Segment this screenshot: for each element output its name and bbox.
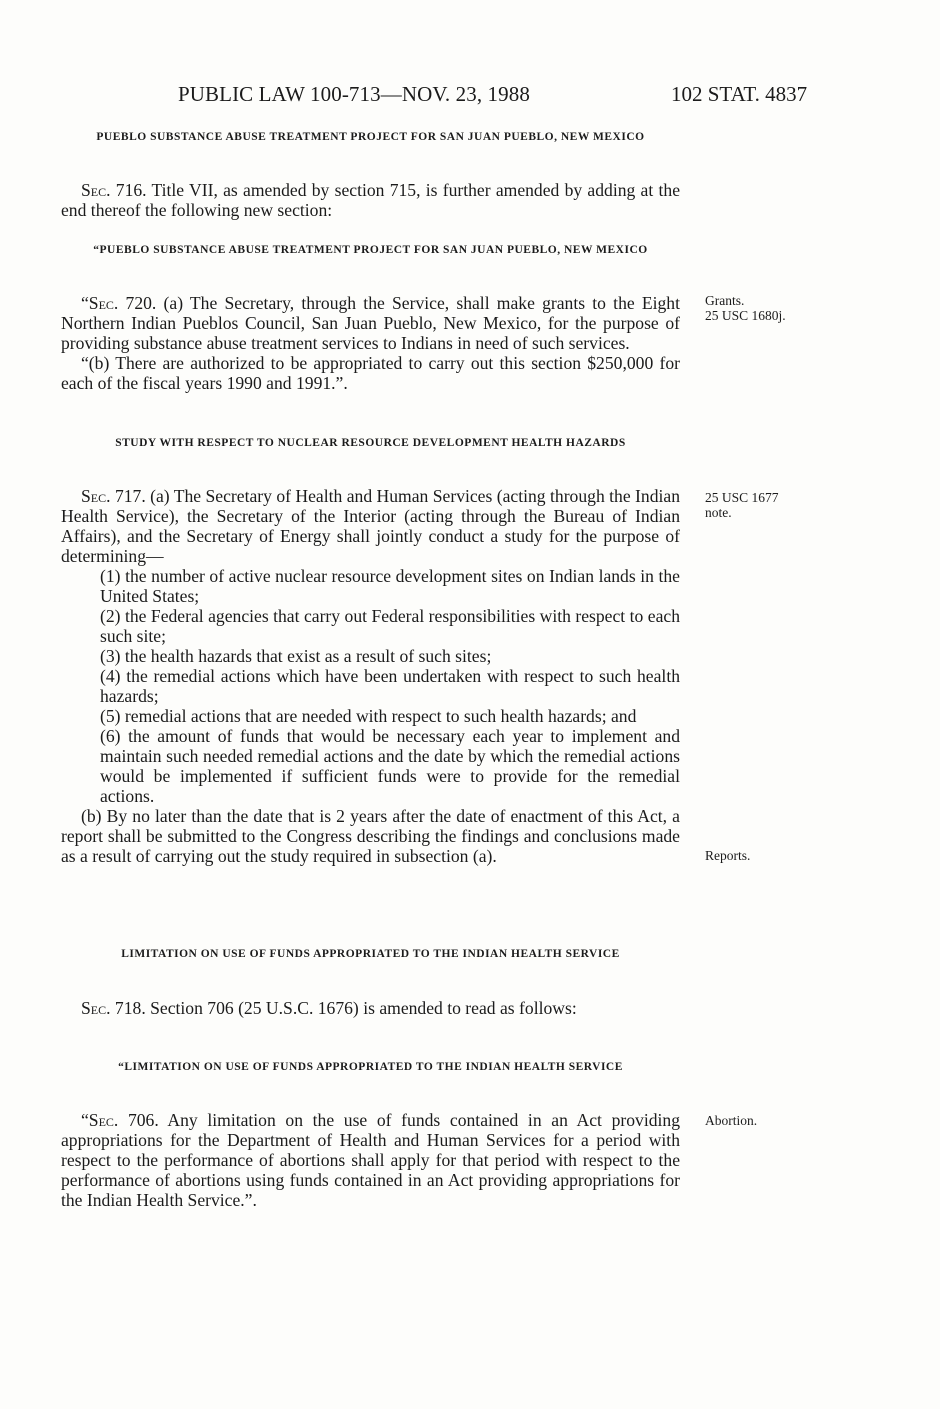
section-716-body: 716. Title VII, as amended by section 715, is further amended by adding at the end thereof the following new section: — [61, 180, 680, 220]
margin-note-reports: Reports. — [705, 848, 751, 863]
section-718-heading: LIMITATION ON USE OF FUNDS APPROPRIATED TO THE INDIAN HEALTH SERVICE — [121, 948, 620, 960]
section-717-para-a: 717. (a) The Secretary of Health and Human Services (acting through the Indian Health Service), the Secretary of the Interior (acting through the Bureau of Indian Affairs), and the Secretary of Energy shall jointly conduct a study for the purpose of determining— — [61, 486, 680, 566]
section-label: “Sec. — [81, 293, 119, 313]
section-716-text — [61, 180, 680, 220]
section-706-heading: “LIMITATION ON USE OF FUNDS APPROPRIATED TO THE INDIAN HEALTH SERVICE — [118, 1061, 623, 1073]
section-718-body: 718. Section 706 (25 U.S.C. 1676) is amended to read as follows: — [110, 998, 577, 1018]
margin-note-abortion: Abortion. — [705, 1113, 758, 1128]
section-717-para-b: (b) By no later than the date that is 2 years after the date of enactment of this Act, a report shall be submitted to the Congress describing the findings and conclusions made as a result of carrying out the study required in subsection (a). — [61, 806, 680, 866]
list-item: (6) the amount of funds that would be necessary each year to implement and maintain such needed remedial actions and the date by which the remedial actions would be implemented if sufficient funds were to provide for the remedial actions. — [100, 726, 680, 806]
section-720-para-b: “(b) There are authorized to be appropriated to carry out this section $250,000 for each of the fiscal years 1990 and 1991.”. — [61, 353, 680, 393]
section-720-para-a: 720. (a) The Secretary, through the Service, shall make grants to the Eight Northern Indian Pueblos Council, San Juan Pueblo, New Mexico, for the purpose of providing substance abuse treatment services to Indians in need of such services. — [61, 293, 680, 353]
section-706-text — [61, 1110, 680, 1210]
section-717-text — [61, 486, 680, 866]
section-717-heading: STUDY WITH RESPECT TO NUCLEAR RESOURCE DEVELOPMENT HEALTH HAZARDS — [115, 437, 626, 449]
section-label: Sec. — [81, 998, 111, 1018]
margin-note-25usc1677: 25 USC 1677 note. — [705, 490, 779, 520]
section-720-heading: “PUEBLO SUBSTANCE ABUSE TREATMENT PROJECT FOR SAN JUAN PUEBLO, NEW MEXICO — [93, 244, 648, 256]
section-718-text — [61, 998, 680, 1018]
page-header-stat: 102 STAT. 4837 — [671, 82, 808, 106]
section-716-heading: PUEBLO SUBSTANCE ABUSE TREATMENT PROJECT FOR SAN JUAN PUEBLO, NEW MEXICO — [96, 131, 645, 143]
margin-note-grants: Grants. 25 USC 1680j. — [705, 293, 786, 323]
page-header-title: PUBLIC LAW 100-713—NOV. 23, 1988 — [178, 82, 530, 106]
section-720-text — [61, 293, 680, 393]
list-item: (3) the health hazards that exist as a result of such sites; — [100, 646, 492, 666]
section-706-body: 706. Any limitation on the use of funds contained in an Act providing appropriations for the Department of Health and Human Services for a period with respect to the performance of abortions shall apply for that period with respect to the performance of abortions using funds contained in an Act providing appropriations for the Indian Health Service.”. — [61, 1110, 680, 1210]
section-label: “Sec. — [81, 1110, 119, 1130]
list-item: (1) the number of active nuclear resource development sites on Indian lands in the United States; — [100, 566, 680, 606]
list-item: (4) the remedial actions which have been undertaken with respect to such health hazards; — [100, 666, 680, 706]
section-label: Sec. — [81, 486, 111, 506]
list-item: (2) the Federal agencies that carry out Federal responsibilities with respect to each such site; — [100, 606, 680, 646]
list-item: (5) remedial actions that are needed with respect to such health hazards; and — [100, 706, 637, 726]
section-label: Sec. — [81, 180, 111, 200]
